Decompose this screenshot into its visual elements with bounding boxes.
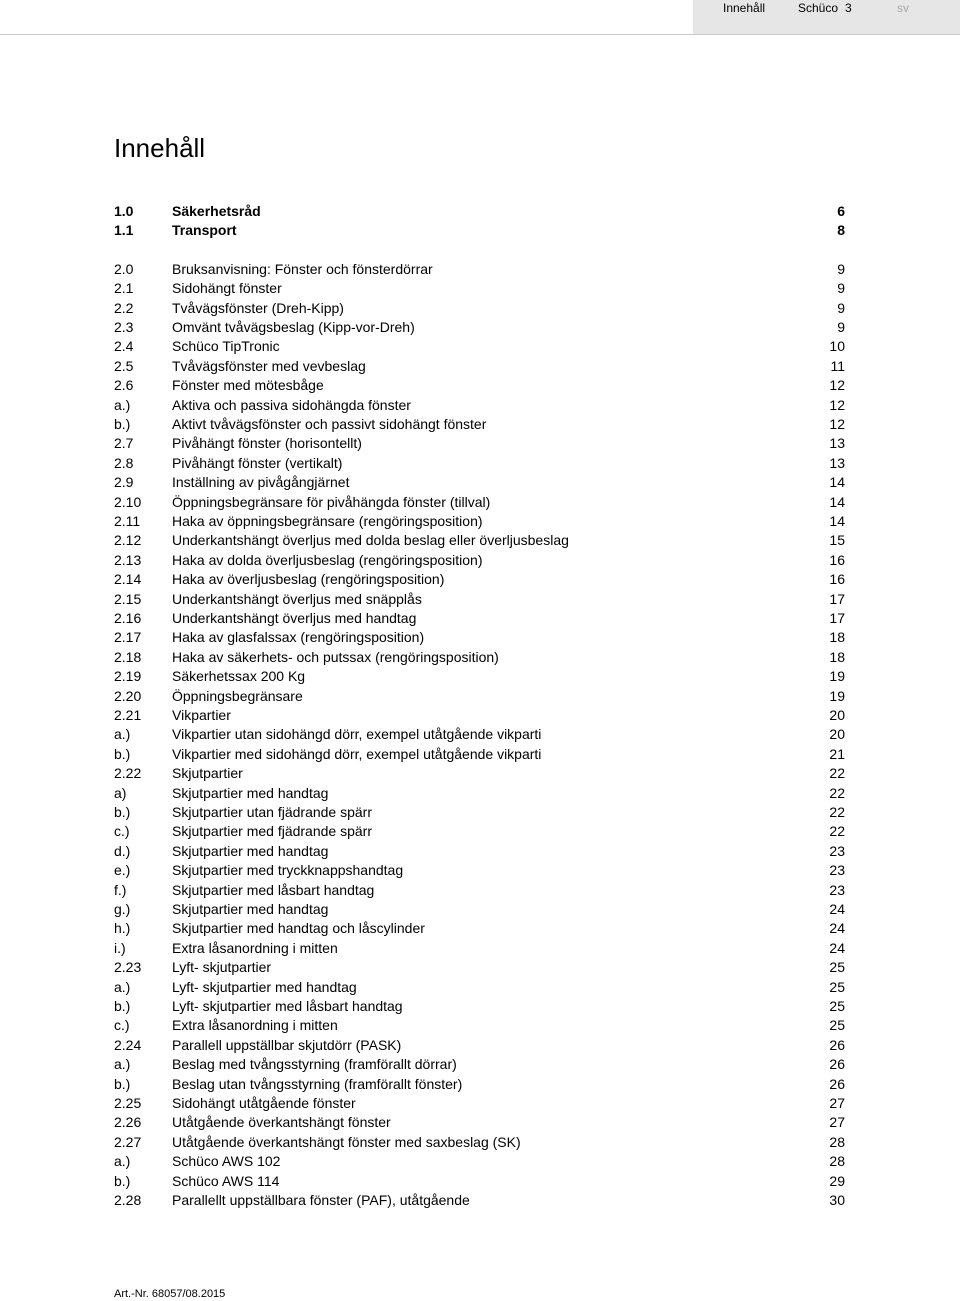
toc-entry[interactable] xyxy=(0,414,960,434)
toc-entry-page: 21 xyxy=(829,745,845,762)
toc-entry-title: Pivåhängt fönster (vertikalt) xyxy=(172,454,343,471)
toc-entry-number: c.) xyxy=(114,1017,130,1034)
toc-entry-title: Skjutpartier med handtag xyxy=(172,901,329,917)
toc-entry[interactable] xyxy=(0,220,960,240)
toc-entry[interactable] xyxy=(0,996,960,1016)
toc-entry[interactable] xyxy=(0,492,960,512)
toc-entry-page: 12 xyxy=(829,377,845,394)
toc-entry-title: Tvåvägsfönster (Dreh-Kipp) xyxy=(172,299,344,316)
toc-entry-number: c.) xyxy=(114,823,130,840)
toc-entry[interactable] xyxy=(0,686,960,706)
toc-entry-title: Tvåvägsfönster med vevbeslag xyxy=(172,357,366,374)
toc-entry-number: a) xyxy=(114,784,127,801)
toc-entry-page: 28 xyxy=(829,1133,845,1150)
toc-entry-title: Öppningsbegränsare xyxy=(172,687,303,704)
toc-entry-title: Skjutpartier utan fjädrande spärr xyxy=(172,804,372,820)
toc-entry-title: Bruksanvisning: Fönster och fönsterdörrar xyxy=(172,260,433,277)
toc-entry-number: 2.21 xyxy=(114,707,142,723)
toc-entry[interactable] xyxy=(0,472,960,492)
toc-entry-title: Parallellt uppställbara fönster (PAF), utåtgående xyxy=(172,1192,470,1208)
toc-entry-number: 2.17 xyxy=(114,629,142,646)
toc-entry-page: 25 xyxy=(829,1017,845,1034)
toc-entry[interactable] xyxy=(0,278,960,298)
toc-entry-number: 2.4 xyxy=(114,338,134,355)
toc-entry-title: Inställning av pivågångjärnet xyxy=(172,474,350,491)
toc-entry-title: Schüco AWS 114 xyxy=(172,1172,280,1189)
toc-entry-page: 20 xyxy=(829,726,845,743)
toc-entry-number: 2.13 xyxy=(114,551,142,568)
toc-entry[interactable] xyxy=(0,1054,960,1074)
header-brand: Schüco xyxy=(798,1,839,15)
header-language: sv xyxy=(897,1,909,15)
toc-entry-page: 27 xyxy=(829,1114,845,1131)
toc-entry[interactable] xyxy=(0,918,960,938)
header-divider xyxy=(0,34,960,35)
toc-entry-number: 2.26 xyxy=(114,1114,142,1131)
toc-entry-title: Skjutpartier med handtag och låscylinder xyxy=(172,920,425,937)
toc-entry[interactable] xyxy=(0,589,960,609)
toc-entry-title: Underkantshängt överljus med dolda beslag eller överljusbeslag xyxy=(172,532,569,549)
toc-entry[interactable] xyxy=(0,336,960,356)
toc-entry-number: 2.23 xyxy=(114,959,142,976)
toc-entry-title: Skjutpartier xyxy=(172,765,243,782)
toc-entry-page: 25 xyxy=(829,959,845,976)
toc-entry-page: 18 xyxy=(829,629,845,646)
toc-entry-page: 13 xyxy=(829,435,845,452)
toc-entry-page: 17 xyxy=(829,590,845,607)
toc-entry[interactable] xyxy=(0,356,960,376)
toc-entry[interactable] xyxy=(0,744,960,764)
toc-entry-title: Sidohängt utåtgående fönster xyxy=(172,1095,356,1111)
toc-entry-title: Schüco AWS 102 xyxy=(172,1153,281,1170)
toc-entry[interactable] xyxy=(0,957,960,977)
toc-entry[interactable] xyxy=(0,395,960,415)
toc-entry-page: 20 xyxy=(829,707,845,723)
toc-entry-title: Omvänt tvåvägsbeslag (Kipp-vor-Dreh) xyxy=(172,319,415,335)
toc-entry-page: 9 xyxy=(837,319,845,335)
toc-entry-page: 14 xyxy=(829,474,845,491)
toc-entry[interactable] xyxy=(0,1190,960,1210)
toc-entry-title: Haka av glasfalssax (rengöringsposition) xyxy=(172,629,425,646)
toc-entry-page: 27 xyxy=(829,1095,845,1111)
toc-entry-title: Lyft- skjutpartier xyxy=(172,959,272,976)
toc-entry-number: 2.6 xyxy=(114,377,134,394)
toc-entry[interactable] xyxy=(0,433,960,453)
toc-entry[interactable] xyxy=(0,569,960,589)
toc-entry-number: b.) xyxy=(114,804,131,820)
toc-entry-title: Utåtgående överkantshängt fönster med saxbeslag (SK) xyxy=(172,1133,521,1150)
toc-entry[interactable] xyxy=(0,1112,960,1132)
toc-entry-number: b.) xyxy=(114,745,131,762)
toc-entry[interactable] xyxy=(0,821,960,841)
toc-entry-number: 2.3 xyxy=(114,319,134,335)
toc-entry-page: 12 xyxy=(829,396,845,413)
toc-entry-page: 26 xyxy=(829,1056,845,1073)
toc-entry-number: 2.24 xyxy=(114,1036,142,1053)
toc-entry-title: Skjutpartier med fjädrande spärr xyxy=(172,823,372,840)
toc-entry[interactable] xyxy=(0,317,960,337)
toc-entry-page: 29 xyxy=(829,1172,845,1189)
toc-entry-number: 2.9 xyxy=(114,474,134,491)
toc-entry-page: 23 xyxy=(829,842,845,859)
toc-entry-title: Öppningsbegränsare för pivåhängda fönster (tillval) xyxy=(172,493,491,510)
page-header xyxy=(0,0,960,36)
toc-entry-page: 24 xyxy=(829,939,845,956)
toc-entry-title: Säkerhetsråd xyxy=(172,203,261,219)
toc-entry-number: 1.1 xyxy=(114,222,134,239)
toc-entry[interactable] xyxy=(0,1035,960,1055)
toc-entry-title: Schüco TipTronic xyxy=(172,338,280,355)
toc-entry[interactable] xyxy=(0,550,960,570)
toc-entry-page: 13 xyxy=(829,454,845,471)
toc-entry-page: 16 xyxy=(829,551,845,568)
toc-entry-title: Aktiva och passiva sidohängda fönster xyxy=(172,396,411,413)
toc-entry[interactable] xyxy=(0,763,960,783)
toc-entry-title: Haka av dolda överljusbeslag (rengöringsposition) xyxy=(172,551,483,568)
toc-entry-number: a.) xyxy=(114,978,131,995)
toc-entry[interactable] xyxy=(0,1171,960,1191)
toc-entry[interactable] xyxy=(0,1074,960,1094)
toc-entry-number: b.) xyxy=(114,998,131,1014)
toc-entry[interactable] xyxy=(0,880,960,900)
toc-entry-number: 2.0 xyxy=(114,260,134,277)
toc-entry[interactable] xyxy=(0,666,960,686)
toc-entry-number: 2.28 xyxy=(114,1192,142,1208)
toc-entry-title: Extra låsanordning i mitten xyxy=(172,1017,338,1034)
toc-entry-title: Transport xyxy=(172,222,237,239)
toc-entry-title: Underkantshängt överljus med snäpplås xyxy=(172,590,422,607)
toc-entry-page: 19 xyxy=(829,687,845,704)
toc-entry-number: 2.1 xyxy=(114,280,134,297)
toc-entry-number: a.) xyxy=(114,726,131,743)
toc-entry[interactable] xyxy=(0,860,960,880)
toc-entry-number: b.) xyxy=(114,1172,131,1189)
toc-entry[interactable] xyxy=(0,705,960,725)
toc-entry[interactable] xyxy=(0,802,960,822)
toc-entry-number: a.) xyxy=(114,1153,131,1170)
toc-entry-page: 22 xyxy=(829,765,845,782)
toc-entry-title: Pivåhängt fönster (horisontellt) xyxy=(172,435,362,452)
toc-entry-title: Aktivt tvåvägsfönster och passivt sidohängt fönster xyxy=(172,416,487,432)
toc-entry-page: 14 xyxy=(829,513,845,529)
toc-entry[interactable] xyxy=(0,783,960,803)
toc-entry-number: 2.18 xyxy=(114,648,142,665)
toc-entry-title: Lyft- skjutpartier med handtag xyxy=(172,978,357,995)
toc-entry-page: 30 xyxy=(829,1192,845,1208)
toc-entry[interactable] xyxy=(0,1132,960,1152)
toc-entry[interactable] xyxy=(0,1015,960,1035)
toc-entry-title: Skjutpartier med tryckknappshandtag xyxy=(172,862,404,879)
toc-entry-page: 23 xyxy=(829,881,845,898)
toc-entry-page: 22 xyxy=(829,784,845,801)
toc-entry-title: Skjutpartier med låsbart handtag xyxy=(172,881,375,898)
toc-entry-page: 15 xyxy=(829,532,845,549)
toc-entry-number: 2.25 xyxy=(114,1095,142,1111)
toc-entry-number: 2.7 xyxy=(114,435,134,452)
toc-entry-number: 2.22 xyxy=(114,765,142,782)
toc-entry-title: Utåtgående överkantshängt fönster xyxy=(172,1114,391,1131)
toc-entry-title: Haka av öppningsbegränsare (rengöringsposition) xyxy=(172,513,483,529)
toc-entry[interactable] xyxy=(0,627,960,647)
toc-entry-title: Skjutpartier med handtag xyxy=(172,784,329,801)
toc-entry[interactable] xyxy=(0,647,960,667)
toc-entry-number: 2.2 xyxy=(114,299,134,316)
toc-entry-number: 2.27 xyxy=(114,1133,142,1150)
toc-entry-title: Beslag utan tvångsstyrning (framförallt fönster) xyxy=(172,1075,463,1092)
toc-entry-page: 14 xyxy=(829,493,845,510)
toc-entry-title: Beslag med tvångsstyrning (framförallt dörrar) xyxy=(172,1056,457,1073)
toc-entry[interactable] xyxy=(0,608,960,628)
header-page-number: 3 xyxy=(845,1,852,15)
toc-entry-number: 2.5 xyxy=(114,357,134,374)
toc-entry[interactable] xyxy=(0,453,960,473)
toc-entry-number: e.) xyxy=(114,862,131,879)
toc-entry-number: 2.16 xyxy=(114,610,142,626)
toc-entry-page: 9 xyxy=(837,299,845,316)
toc-entry-title: Haka av överljusbeslag (rengöringsposition) xyxy=(172,571,445,588)
toc-entry-page: 6 xyxy=(837,203,845,219)
toc-entry-number: 1.0 xyxy=(114,203,134,219)
toc-entry-page: 9 xyxy=(837,260,845,277)
toc-entry-page: 12 xyxy=(829,416,845,432)
toc-entry-number: 2.11 xyxy=(114,513,141,529)
toc-entry-page: 26 xyxy=(829,1075,845,1092)
toc-entry-title: Lyft- skjutpartier med låsbart handtag xyxy=(172,998,403,1014)
toc-entry[interactable] xyxy=(0,1093,960,1113)
toc-entry[interactable] xyxy=(0,201,960,221)
toc-entry-title: Fönster med mötesbåge xyxy=(172,377,324,394)
toc-entry-number: a.) xyxy=(114,396,131,413)
toc-entry-page: 24 xyxy=(829,901,845,917)
header-section-label: Innehåll xyxy=(723,1,766,15)
toc-entry-page: 24 xyxy=(829,920,845,937)
toc-entry-title: Vikpartier utan sidohängd dörr, exempel utåtgående vikparti xyxy=(172,726,542,743)
toc-entry-number: d.) xyxy=(114,842,131,859)
toc-entry-number: f.) xyxy=(114,881,127,898)
toc-entry-page: 8 xyxy=(837,222,845,239)
toc-entry-number: b.) xyxy=(114,1075,131,1092)
toc-entry-title: Haka av säkerhets- och putssax (rengöringsposition) xyxy=(172,648,499,665)
toc-entry-page: 17 xyxy=(829,610,845,626)
toc-entry[interactable] xyxy=(0,724,960,744)
toc-entry-page: 18 xyxy=(829,648,845,665)
toc-entry-page: 26 xyxy=(829,1036,845,1053)
toc-entry[interactable] xyxy=(0,530,960,550)
toc-entry-page: 11 xyxy=(830,357,845,374)
toc-entry-title: Parallell uppställbar skjutdörr (PASK) xyxy=(172,1036,402,1053)
toc-entry-number: 2.19 xyxy=(114,668,142,685)
toc-entry[interactable] xyxy=(0,938,960,958)
toc-entry-number: a.) xyxy=(114,1056,131,1073)
toc-entry-number: g.) xyxy=(114,901,131,917)
toc-entry-page: 10 xyxy=(829,338,845,355)
toc-entry-page: 9 xyxy=(837,280,845,297)
toc-entry-title: Underkantshängt överljus med handtag xyxy=(172,610,417,626)
toc-entry-title: Vikpartier med sidohängd dörr, exempel utåtgående vikparti xyxy=(172,745,542,762)
toc-entry-page: 23 xyxy=(829,862,845,879)
toc-entry-title: Vikpartier xyxy=(172,707,231,723)
toc-entry-page: 19 xyxy=(829,668,845,685)
toc-entry-number: b.) xyxy=(114,416,131,432)
page-title: Innehåll xyxy=(114,133,206,163)
toc-entry-number: i.) xyxy=(114,939,126,956)
toc-entry-page: 22 xyxy=(829,804,845,820)
toc-entry-number: 2.14 xyxy=(114,571,142,588)
toc-entry[interactable] xyxy=(0,977,960,997)
toc-entry[interactable] xyxy=(0,375,960,395)
toc-entry-page: 25 xyxy=(829,998,845,1014)
toc-entry-number: 2.10 xyxy=(114,493,142,510)
toc-entry-number: 2.20 xyxy=(114,687,142,704)
toc-entry-page: 25 xyxy=(829,978,845,995)
toc-entry[interactable] xyxy=(0,511,960,531)
toc-entry-number: 2.12 xyxy=(114,532,142,549)
toc-entry[interactable] xyxy=(0,259,960,279)
toc-entry-page: 28 xyxy=(829,1153,845,1170)
toc-entry-number: h.) xyxy=(114,920,131,937)
toc-entry-page: 16 xyxy=(829,571,845,588)
article-number: Art.-Nr. 68057/08.2015 xyxy=(114,1288,226,1300)
toc-entry-page: 22 xyxy=(829,823,845,840)
toc-entry[interactable] xyxy=(0,841,960,861)
toc-entry-title: Sidohängt fönster xyxy=(172,280,282,297)
toc-entry-number: 2.15 xyxy=(114,590,142,607)
toc-entry[interactable] xyxy=(0,1151,960,1171)
toc-entry-title: Extra låsanordning i mitten xyxy=(172,939,338,956)
toc-entry-title: Skjutpartier med handtag xyxy=(172,842,329,859)
toc-entry[interactable] xyxy=(0,899,960,919)
toc-entry-title: Säkerhetssax 200 Kg xyxy=(172,668,306,685)
toc-entry-number: 2.8 xyxy=(114,454,134,471)
toc-entry[interactable] xyxy=(0,298,960,318)
